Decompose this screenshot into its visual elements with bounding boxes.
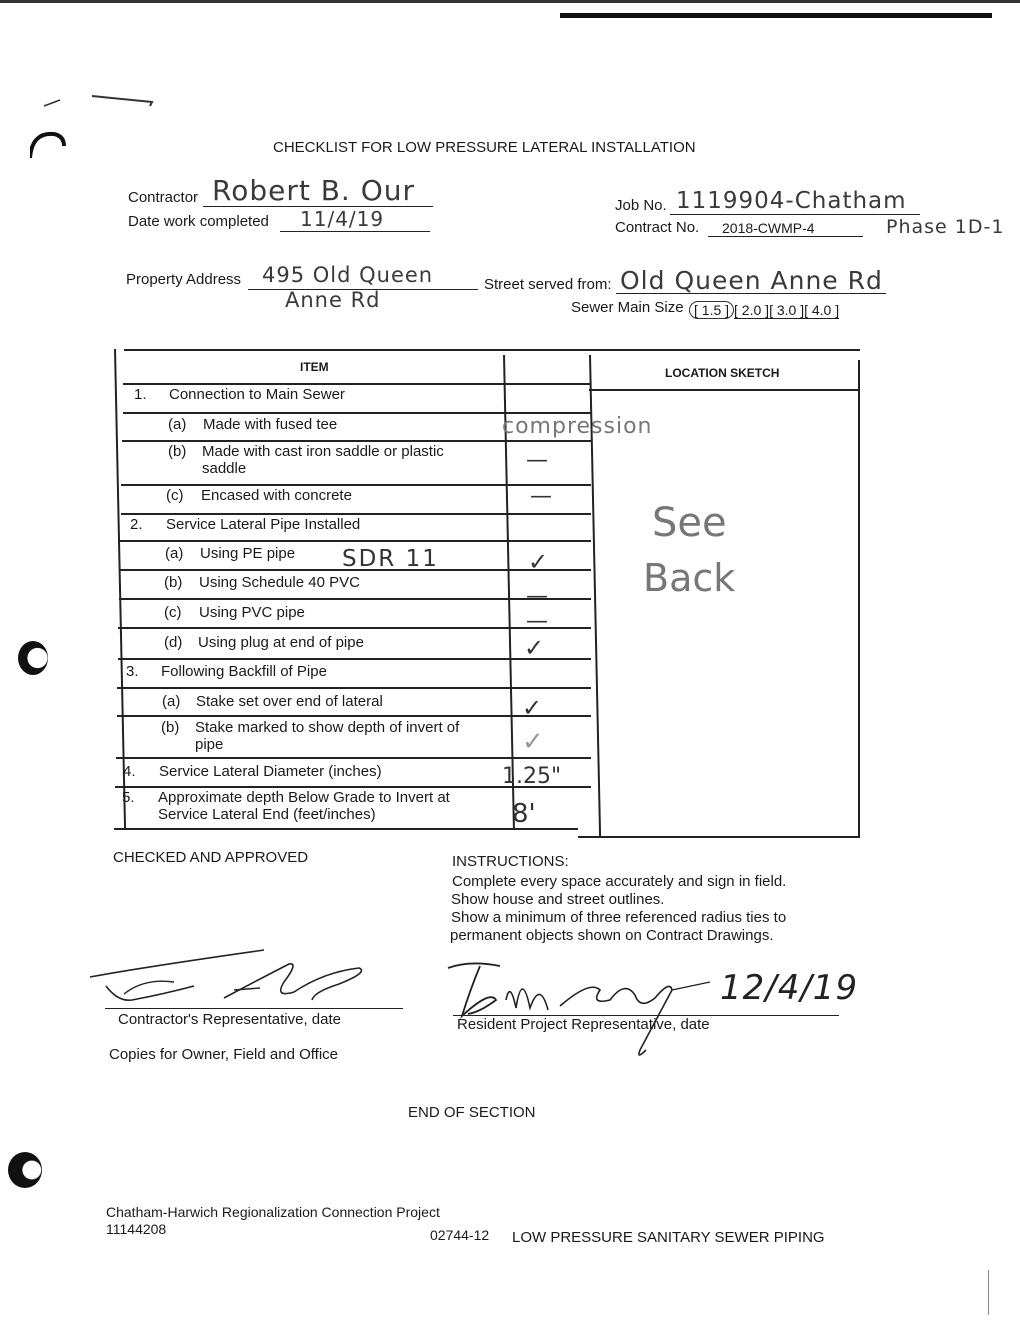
table-bottom-border: [114, 828, 578, 830]
mark-2d-check: ✓: [524, 634, 545, 662]
sewer-size-options: [689, 301, 839, 320]
note-sdr-11: SDR 11: [342, 546, 439, 572]
sketch-see-note: See: [652, 500, 727, 546]
punch-hole-icon: [18, 641, 48, 675]
sewer-main-size-label: Sewer Main Size: [571, 299, 684, 316]
end-of-section: END OF SECTION: [408, 1104, 536, 1121]
mark-1c-dash: —: [530, 484, 552, 509]
contractor-value: Robert B. Our: [212, 174, 416, 207]
sketch-back-note: Back: [643, 556, 736, 600]
instructions-line-3: Show a minimum of three referenced radius ties to: [451, 909, 787, 926]
row-divider: [116, 757, 591, 759]
row-divider: [121, 513, 591, 515]
punch-hole-icon: [8, 1152, 42, 1188]
sewer-size-2-0: [ 2.0 ]: [734, 302, 770, 318]
row-divider: [123, 383, 591, 385]
contractor-signature-line: [105, 1008, 403, 1009]
checked-approved-label: CHECKED AND APPROVED: [113, 849, 309, 866]
sewer-size-4-0: [ 4.0 ]: [804, 302, 840, 318]
right-edge-scan-line: [988, 1270, 989, 1315]
date-value: 11/4/19: [300, 207, 385, 231]
contract-value: 2018-CWMP-4: [708, 220, 863, 237]
top-left-scan-mark: [30, 80, 170, 170]
table-right-border: [858, 360, 860, 838]
instructions-line-4: permanent objects shown on Contract Drawings.: [450, 927, 774, 944]
footer-project-number: 11144208: [106, 1221, 167, 1237]
resident-sign-date: 12/4/19: [720, 968, 859, 1008]
copies-label: Copies for Owner, Field and Office: [109, 1046, 338, 1063]
street-label: Street served from:: [484, 276, 612, 293]
mark-3a-check: ✓: [522, 694, 543, 722]
property-label: Property Address: [126, 271, 242, 288]
mark-2c-dash: —: [526, 609, 548, 634]
mark-2b-dash: —: [526, 584, 548, 609]
row-divider: [117, 687, 591, 689]
row-divider: [120, 540, 591, 542]
contractor-rep-label: Contractor's Representative, date: [118, 1011, 341, 1028]
instructions-line-2: Show house and street outlines.: [451, 891, 665, 908]
date-label: Date work completed: [128, 213, 269, 230]
row-divider: [119, 598, 591, 600]
note-compression: compression: [502, 414, 653, 439]
contract-label: Contract No.: [615, 219, 700, 236]
row-divider: [117, 715, 591, 717]
mark-4-diameter: 1.25": [502, 764, 562, 789]
instructions-heading: INSTRUCTIONS:: [452, 853, 569, 870]
resident-rep-label: Resident Project Representative, date: [457, 1016, 710, 1033]
sewer-size-3-0: [ 3.0 ]: [769, 302, 805, 318]
date-line: [280, 231, 430, 232]
page-title: CHECKLIST FOR LOW PRESSURE LATERAL INSTALLATION: [273, 139, 696, 156]
item-header: ITEM: [300, 360, 329, 374]
resident-signature: [440, 950, 720, 1060]
row-divider: [122, 440, 591, 442]
job-line: [670, 214, 920, 215]
job-label: Job No.: [615, 197, 667, 214]
sewer-size-1-5: [ 1.5 ]: [689, 301, 734, 319]
contractor-label: Contractor: [128, 189, 199, 206]
footer-section-title: LOW PRESSURE SANITARY SEWER PIPING: [512, 1229, 825, 1246]
row-divider: [121, 484, 591, 486]
property-value-line1: 495 Old Queen: [262, 263, 434, 287]
row-divider: [118, 627, 591, 629]
footer-section-number: 02744-12: [430, 1227, 490, 1243]
mark-5-depth: 8': [512, 799, 536, 829]
job-value: 1119904-Chatham: [676, 188, 907, 214]
mark-1b-dash: —: [526, 448, 548, 473]
row-divider: [118, 658, 591, 660]
sketch-header-divider: [589, 389, 859, 391]
location-sketch-header: LOCATION SKETCH: [665, 366, 780, 380]
table-bottom-border-right: [578, 836, 860, 838]
property-value-line2: Anne Rd: [285, 288, 381, 312]
instructions-line-1: Complete every space accurately and sign in field.: [452, 873, 787, 890]
street-value: Old Queen Anne Rd: [620, 266, 883, 295]
top-scan-edge: [0, 0, 1020, 3]
table-top-border: [124, 349, 860, 351]
mark-2a-check: ✓: [528, 548, 549, 576]
top-right-scan-bar: [560, 13, 992, 18]
phase-value: Phase 1D-1: [886, 216, 1005, 238]
mark-3b-check: ✓: [522, 727, 544, 757]
contractor-signature: [84, 942, 384, 1012]
footer-project: Chatham-Harwich Regionalization Connection Project: [106, 1204, 440, 1220]
